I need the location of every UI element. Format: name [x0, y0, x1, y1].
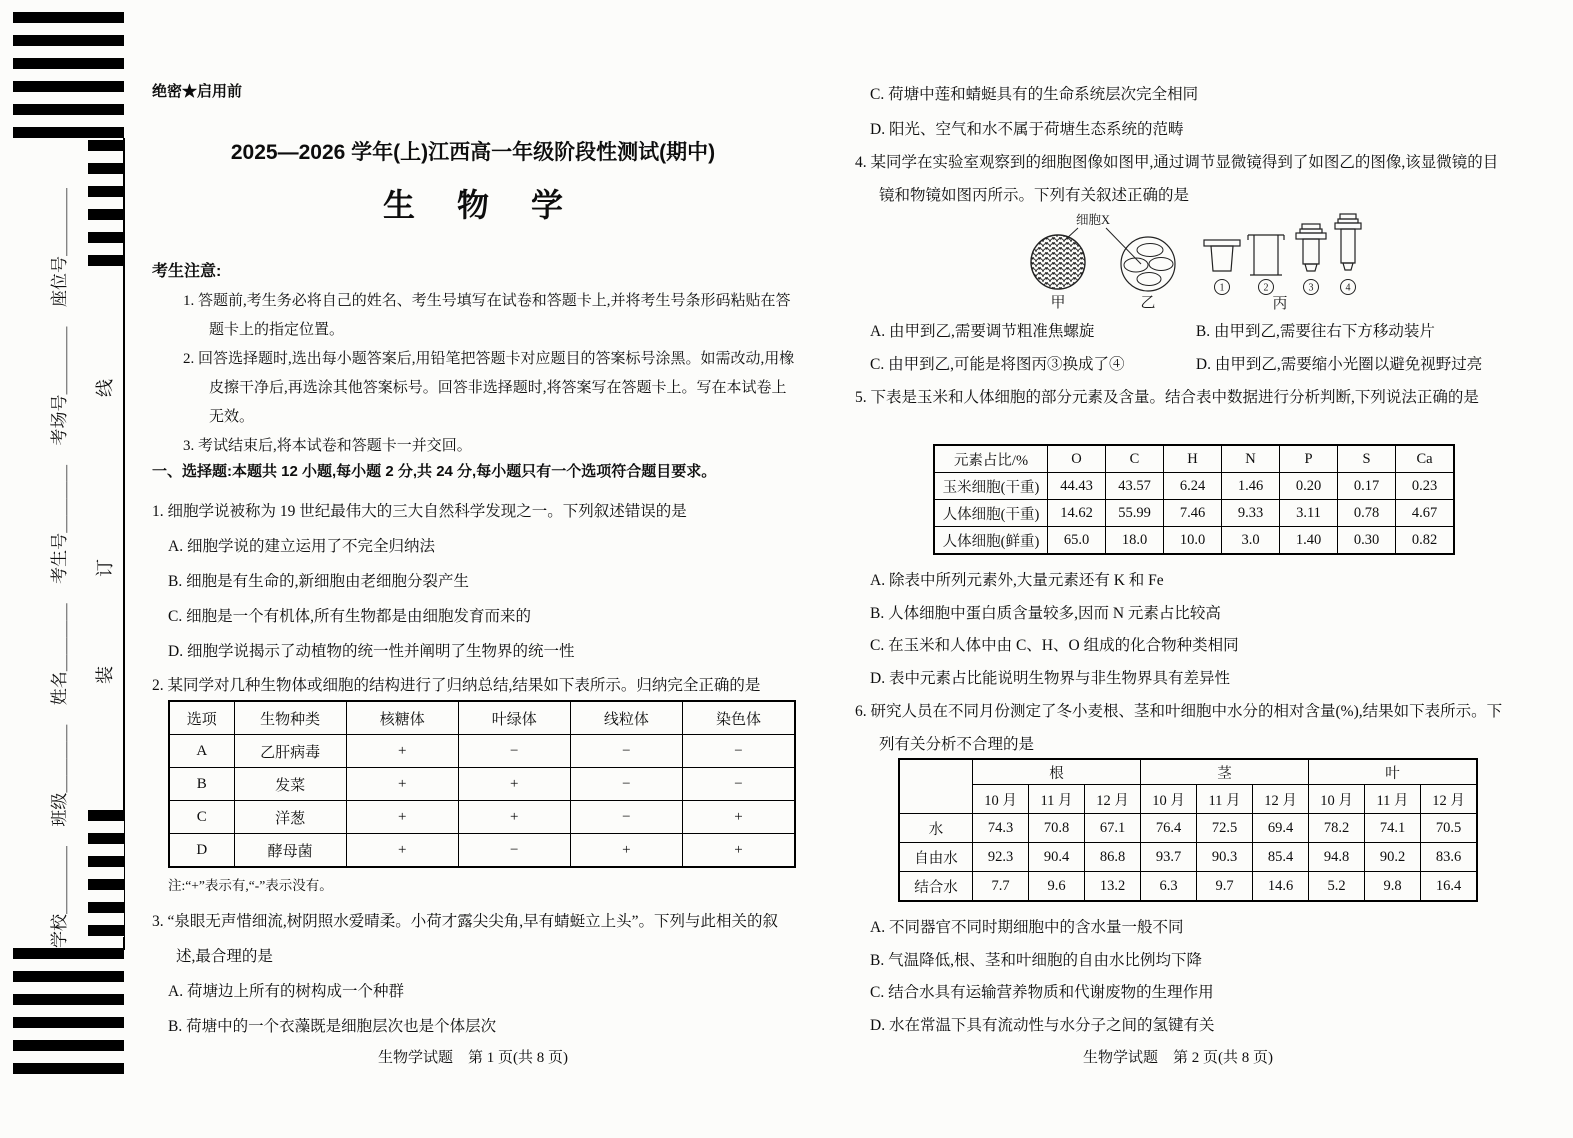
- field-school: 学校＿＿＿＿: [49, 846, 69, 948]
- option: A. 细胞学说的建立运用了不完全归纳法: [168, 538, 435, 555]
- q4-figure: [1008, 207, 1368, 311]
- option: D. 水在常温下具有流动性与水分子之间的氢键有关: [870, 1016, 1215, 1034]
- cell: +: [682, 834, 795, 868]
- binding-char-zhuang: 装: [95, 666, 115, 684]
- cell: 0.82: [1396, 527, 1455, 555]
- cell: 根: [973, 759, 1141, 785]
- table-footnote: 注:“+”表示有,“-”表示没有。: [168, 878, 333, 893]
- cell: 74.1: [1365, 814, 1421, 843]
- cell: D: [169, 834, 234, 868]
- question-4: [855, 146, 1503, 212]
- cell: 12 月: [1085, 785, 1141, 814]
- table-row: [934, 527, 1454, 555]
- cell: N: [1222, 445, 1280, 473]
- cell: 叶绿体: [458, 701, 570, 735]
- table-row: [934, 500, 1454, 527]
- lens-1-number: 1: [1219, 282, 1225, 294]
- option: D. 阳光、空气和水不属于荷塘生态系统的范畴: [870, 120, 1184, 138]
- question-stem: 1. 细胞学说被称为 19 世纪最伟大的三大自然科学发现之一。下列叙述错误的是: [152, 503, 687, 520]
- cell: 1.46: [1222, 473, 1280, 500]
- cell: 水: [899, 814, 973, 843]
- table-row: [899, 785, 1477, 814]
- option: D. 由甲到乙,需要缩小光圈以避免视野过亮: [1195, 356, 1483, 373]
- cell: 70.8: [1029, 814, 1085, 843]
- cell: 18.0: [1106, 527, 1164, 555]
- cell: 6.24: [1164, 473, 1222, 500]
- svg-text:细胞X: 细胞X: [1075, 213, 1111, 227]
- lens-1-icon: [1204, 240, 1240, 271]
- q5-element-table: [933, 444, 1455, 555]
- field-class: 班级＿＿＿＿: [49, 724, 69, 827]
- cell: 酵母菌: [234, 834, 346, 868]
- cell: 人体细胞(鲜重): [934, 527, 1048, 555]
- question-6-options: [870, 912, 1214, 1042]
- cell: −: [682, 735, 795, 768]
- cell: 发菜: [234, 768, 346, 801]
- cell: 12 月: [1421, 785, 1478, 814]
- cell: 78.2: [1309, 814, 1365, 843]
- cell: H: [1164, 445, 1222, 473]
- option: D. 细胞学说揭示了动植物的统一性并阐明了生物界的统一性: [168, 643, 575, 660]
- table-row: [899, 843, 1477, 872]
- option: C. 荷塘中莲和蜻蜓具有的生命系统层次完全相同: [870, 86, 1199, 103]
- option: B. 气温降低,根、茎和叶细胞的自由水比例均下降: [870, 951, 1202, 969]
- cell: +: [570, 834, 682, 868]
- cell: −: [570, 768, 682, 801]
- option: C. 在玉米和人体中由 C、H、O 组成的化合物种类相同: [870, 637, 1239, 654]
- cell: 10.0: [1164, 527, 1222, 555]
- cell: 自由水: [899, 843, 973, 872]
- cell: P: [1280, 445, 1338, 473]
- cell: 1.40: [1280, 527, 1338, 555]
- cell: +: [682, 801, 795, 834]
- cell: 93.7: [1141, 843, 1197, 872]
- question-5-options: [870, 565, 1239, 695]
- binding-char-ding: 订: [95, 559, 115, 577]
- table-row: [169, 768, 795, 801]
- cell: +: [346, 768, 458, 801]
- cell: 0.78: [1338, 500, 1396, 527]
- table-row: [899, 872, 1477, 902]
- option: A. 除表中所列元素外,大量元素还有 K 和 Fe: [870, 572, 1164, 589]
- notice-item: 3. 考试结束后,将本试卷和答题卡一并交回。: [183, 438, 472, 454]
- lens-2-number: 2: [1263, 282, 1269, 294]
- lens-3-number: 3: [1308, 282, 1314, 294]
- page-1: [150, 0, 796, 1138]
- cell: −: [458, 834, 570, 868]
- binding-strip-bottom: [88, 810, 124, 937]
- question-1: [152, 494, 794, 669]
- question-stem: 2. 某同学对几种生物体或细胞的结构进行了归纳总结,结果如下表所示。归纳完全正确的是: [152, 677, 761, 694]
- table-row: [169, 834, 795, 868]
- option: D. 表中元素占比能说明生物界与非生物界具有差异性: [870, 669, 1230, 687]
- question-stem: 6. 研究人员在不同月份测定了冬小麦根、茎和叶细胞中水分的相对含量(%),结果如下表所示。下列有关分析不合理的是: [855, 703, 1503, 753]
- field-seat-number: 座位号＿＿＿＿: [49, 188, 69, 308]
- cell: 16.4: [1421, 872, 1478, 902]
- cell: 86.8: [1085, 843, 1141, 872]
- cell: +: [346, 834, 458, 868]
- question-stem: 4. 某同学在实验室观察到的细胞图像如图甲,通过调节显微镜得到了如图乙的图像,该显微镜的目镜和物镜如图丙所示。下列有关叙述正确的是: [855, 154, 1499, 204]
- table-row: [169, 701, 795, 735]
- cell: 7.46: [1164, 500, 1222, 527]
- cell: Ca: [1396, 445, 1455, 473]
- binding-char-xian: 线: [95, 379, 115, 397]
- cell: 核糖体: [346, 701, 458, 735]
- corner-cell: [899, 759, 973, 814]
- table-row: [899, 814, 1477, 843]
- cell: 11 月: [1365, 785, 1421, 814]
- cell: 人体细胞(干重): [934, 500, 1048, 527]
- cell: 85.4: [1253, 843, 1309, 872]
- question-4-options: [870, 315, 1482, 381]
- cell: 3.11: [1280, 500, 1338, 527]
- cell: 14.62: [1048, 500, 1106, 527]
- cell: 12 月: [1253, 785, 1309, 814]
- page-footer: 生物学试题 第 1 页(共 8 页): [378, 1050, 568, 1066]
- option: A. 由甲到乙,需要调节粗准焦螺旋: [870, 323, 1095, 340]
- cell: 乙肝病毒: [234, 735, 346, 768]
- cell: C: [1106, 445, 1164, 473]
- q6-water-table: [898, 758, 1478, 902]
- cell: 90.4: [1029, 843, 1085, 872]
- cell: 55.99: [1106, 500, 1164, 527]
- subject-title: 生物学: [382, 187, 605, 223]
- cell: 叶: [1309, 759, 1478, 785]
- cell: 0.30: [1338, 527, 1396, 555]
- question-5: [855, 381, 1503, 414]
- page-footer: 生物学试题 第 2 页(共 8 页): [1083, 1050, 1273, 1066]
- cell: 生物种类: [234, 701, 346, 735]
- cell: 69.4: [1253, 814, 1309, 843]
- option-row: [870, 315, 1482, 348]
- option: B. 细胞是有生命的,新细胞由老细胞分裂产生: [168, 573, 469, 590]
- question-2: [152, 668, 794, 703]
- cell: 染色体: [682, 701, 795, 735]
- cell: 3.0: [1222, 527, 1280, 555]
- cell: 13.2: [1085, 872, 1141, 902]
- cell: 玉米细胞(干重): [934, 473, 1048, 500]
- cell: S: [1338, 445, 1396, 473]
- cell: O: [1048, 445, 1106, 473]
- lens-3-icon: [1296, 224, 1326, 271]
- cell: 44.43: [1048, 473, 1106, 500]
- cell: 结合水: [899, 872, 973, 902]
- field-name: 姓名＿＿＿＿: [49, 603, 69, 706]
- security-notice: 绝密★启用前: [152, 83, 243, 100]
- lens-group: [1204, 214, 1361, 275]
- registration-marks-bottom: [13, 948, 124, 1074]
- cell: −: [570, 801, 682, 834]
- exam-title: 2025—2026 学年(上)江西高一年级阶段性测试(期中): [230, 141, 716, 164]
- registration-marks-top: [13, 12, 124, 138]
- cell: A: [169, 735, 234, 768]
- specimen-jia: [1031, 235, 1085, 311]
- field-room-number: 考场号＿＿＿＿: [49, 326, 69, 446]
- option: C. 结合水具有运输营养物质和代谢废物的生理作用: [870, 984, 1214, 1001]
- option: A. 荷塘边上所有的树构成一个种群: [168, 983, 404, 1000]
- option: C. 细胞是一个有机体,所有生物都是由细胞发育而来的: [168, 608, 531, 625]
- cell: 76.4: [1141, 814, 1197, 843]
- cell: +: [458, 801, 570, 834]
- cell: 65.0: [1048, 527, 1106, 555]
- cell: 83.6: [1421, 843, 1478, 872]
- field-candidate-number: 考生号＿＿＿＿: [49, 464, 69, 584]
- label-yi: 乙: [1140, 295, 1156, 311]
- q2-organism-table: [168, 700, 796, 868]
- cell: 线粒体: [570, 701, 682, 735]
- cell: 0.23: [1396, 473, 1455, 500]
- cell: 10 月: [973, 785, 1029, 814]
- cell: 74.3: [973, 814, 1029, 843]
- cell: 14.6: [1253, 872, 1309, 902]
- notice-item: 2. 回答选择题时,选出每小题答案后,用铅笔把答题卡对应题目的答案标号涂黑。如需改动,用橡皮擦干净后,再选涂其他答案标号。回答非选择题时,将答案写在答题卡上。写在本试卷上无效。: [183, 351, 795, 425]
- question-stem: 3. “泉眼无声惜细流,树阴照水爱晴柔。小荷才露尖尖角,早有蜻蜓立上头”。下列与此相关的叙述,最合理的是: [152, 913, 779, 965]
- cell: C: [169, 801, 234, 834]
- cell: 9.8: [1365, 872, 1421, 902]
- cell: 94.8: [1309, 843, 1365, 872]
- student-info-fields: [44, 188, 70, 948]
- label-jia: 甲: [1050, 295, 1066, 311]
- notice-item: 1. 答题前,考生务必将自己的姓名、考生号填写在试卷和答题卡上,并将考生号条形码粘贴在答题卡上的指定位置。: [183, 293, 791, 338]
- binding-strip-top: [88, 140, 124, 267]
- question-stem: 5. 下表是玉米和人体细胞的部分元素及含量。结合表中数据进行分析判断,下列说法正确的是: [855, 389, 1479, 406]
- cell: 11 月: [1197, 785, 1253, 814]
- option: C. 由甲到乙,可能是将图丙③换成了④: [870, 356, 1125, 373]
- cell: 72.5: [1197, 814, 1253, 843]
- table-row: [934, 445, 1454, 473]
- option-row: [870, 348, 1482, 381]
- question-6: [855, 695, 1503, 761]
- cell: 43.57: [1106, 473, 1164, 500]
- question-3-options-cd: [870, 78, 1198, 147]
- cell: 茎: [1141, 759, 1309, 785]
- table-row: [899, 759, 1477, 785]
- option: B. 人体细胞中蛋白质含量较多,因而 N 元素占比较高: [870, 604, 1221, 622]
- lens-number-labels: [1215, 280, 1356, 295]
- cell: 6.3: [1141, 872, 1197, 902]
- cell: 元素占比/%: [934, 445, 1048, 473]
- cell: 4.67: [1396, 500, 1455, 527]
- lens-4-number: 4: [1345, 282, 1351, 294]
- cell: 9.7: [1197, 872, 1253, 902]
- label-bing: 丙: [1272, 296, 1288, 311]
- option: B. 荷塘中的一个衣藻既是细胞层次也是个体层次: [168, 1018, 497, 1035]
- cell: 70.5: [1421, 814, 1478, 843]
- cell: 选项: [169, 701, 234, 735]
- section-heading: 一、选择题:本题共 12 小题,每小题 2 分,共 24 分,每小题只有一个选项符合题目要求。: [152, 463, 717, 480]
- cell: 11 月: [1029, 785, 1085, 814]
- cell: 10 月: [1141, 785, 1197, 814]
- cell: 10 月: [1309, 785, 1365, 814]
- cell: 92.3: [973, 843, 1029, 872]
- question-3: [152, 904, 794, 1044]
- candidate-notices: [183, 287, 795, 461]
- cell: 9.33: [1222, 500, 1280, 527]
- cell: +: [346, 801, 458, 834]
- cell: 洋葱: [234, 801, 346, 834]
- cell: 9.6: [1029, 872, 1085, 902]
- notice-heading: 考生注意:: [152, 263, 222, 280]
- cell: 0.20: [1280, 473, 1338, 500]
- cell: 7.7: [973, 872, 1029, 902]
- table-row: [169, 801, 795, 834]
- cell: 67.1: [1085, 814, 1141, 843]
- cell: 90.3: [1197, 843, 1253, 872]
- lens-4-icon: [1335, 214, 1361, 270]
- cell: 90.2: [1365, 843, 1421, 872]
- option: A. 不同器官不同时期细胞中的含水量一般不同: [870, 919, 1184, 936]
- cell: −: [458, 735, 570, 768]
- table-row: [169, 735, 795, 768]
- specimen-yi: [1121, 237, 1175, 311]
- cell: +: [458, 768, 570, 801]
- cell: B: [169, 768, 234, 801]
- lens-2-icon: [1248, 235, 1284, 275]
- cell: −: [682, 768, 795, 801]
- cell: 5.2: [1309, 872, 1365, 902]
- cell: −: [570, 735, 682, 768]
- page-2: [853, 0, 1503, 1138]
- option: B. 由甲到乙,需要往右下方移动装片: [1195, 323, 1435, 340]
- cell: 0.17: [1338, 473, 1396, 500]
- cell: +: [346, 735, 458, 768]
- table-row: [934, 473, 1454, 500]
